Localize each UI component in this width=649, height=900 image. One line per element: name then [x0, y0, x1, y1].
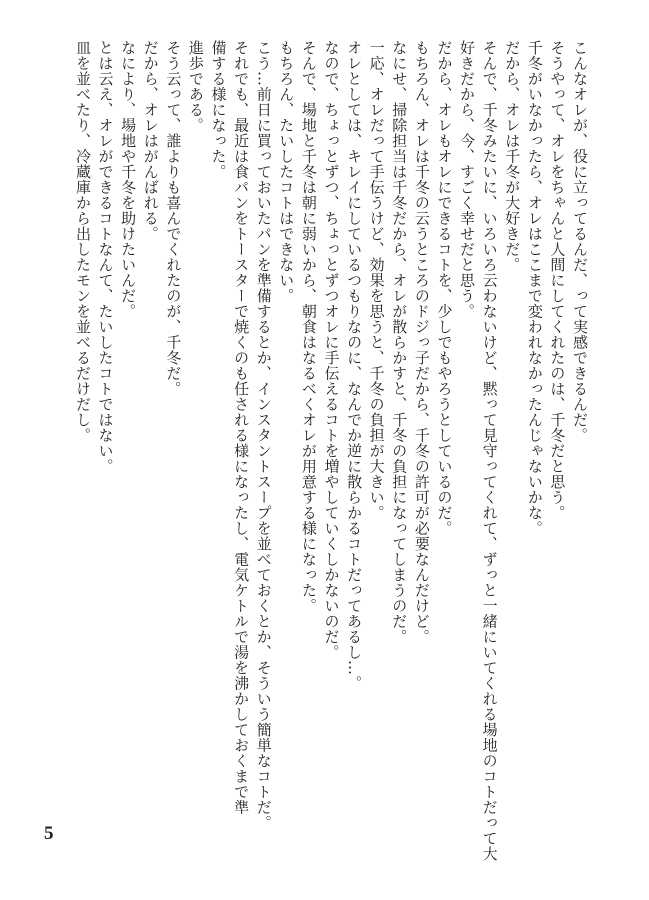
- text-line: なにより、場地や千冬を助けたいんだ。: [119, 40, 138, 319]
- text-line: とは云え、オレができるコトなんて、たいしたコトではない。: [96, 40, 115, 474]
- text-line: もちろん、オレは千冬の云うところのドジっ子だから、千冬の許可が必要なんだけど。: [412, 40, 431, 645]
- text-line: 好きだから、今、すごく幸せだと思う。: [458, 40, 477, 319]
- text-line: そんで、場地と千冬は朝に弱いから、朝食はなるべくオレが用意する様になった。: [299, 40, 318, 614]
- text-line: なにせ、掃除担当は千冬だから、オレが散らかすと、千冬の負担になってしまうのだ。: [390, 40, 409, 645]
- text-line: そうやって、オレをちゃんと人間にしてくれたのは、千冬だと思う。: [548, 40, 567, 521]
- text-line: そんで、千冬みたいに、いろいろ云わないけど、黙って見守ってくれて、ずっと一緒にいてくれる場地のコトだって大: [480, 40, 499, 862]
- text-line: だから、オレはがんばれる。: [141, 40, 160, 242]
- text-line: 進歩である。: [186, 40, 205, 133]
- text-line: こんなオレが、役に立ってるんだ、って実感できるんだ。: [571, 40, 589, 443]
- text-line: だから、オレもオレにできるコトを、少しでもやろうとしているのだ。: [435, 40, 454, 536]
- body-text: [51, 40, 591, 862]
- text-line: もちろん、たいしたコトはできない。: [277, 40, 296, 304]
- text-line: 千冬がいなかったら、オレはここまで変われなかったんじゃないかな。: [525, 40, 544, 536]
- text-line: 皿を並べたり、冷蔵庫から出したモンを並べるだけだし。: [73, 40, 92, 443]
- text-line: 備する様になった。: [209, 40, 228, 180]
- text-line: なので、ちょっとずつ、ちょっとずつオレに手伝えるコトを増やしていくしかないのだ。: [322, 40, 341, 660]
- text-line: オレとしては、キレイにしているつもりなのに、なんでか逆に散らかるコトだってあるし…。: [345, 40, 364, 691]
- text-line: こう…前日に買っておいたパンを準備するとか、インスタントスープを並べておくとか、そういう簡単なコトだ。: [254, 40, 273, 831]
- text-line: 一応、オレだって手伝うけど、効果を思うと、千冬の負担が大きい。: [367, 40, 386, 521]
- page-number: 5: [44, 823, 54, 844]
- text-line: そう云って、誰よりも喜んでくれたのが、千冬だ。: [164, 40, 183, 397]
- text-line: だから、オレは千冬が大好きだ。: [503, 40, 522, 273]
- text-line: それでも、最近は食パンをトースターで焼くのも任される様になったし、電気ケトルで湯を沸かしておくまで準: [232, 40, 251, 815]
